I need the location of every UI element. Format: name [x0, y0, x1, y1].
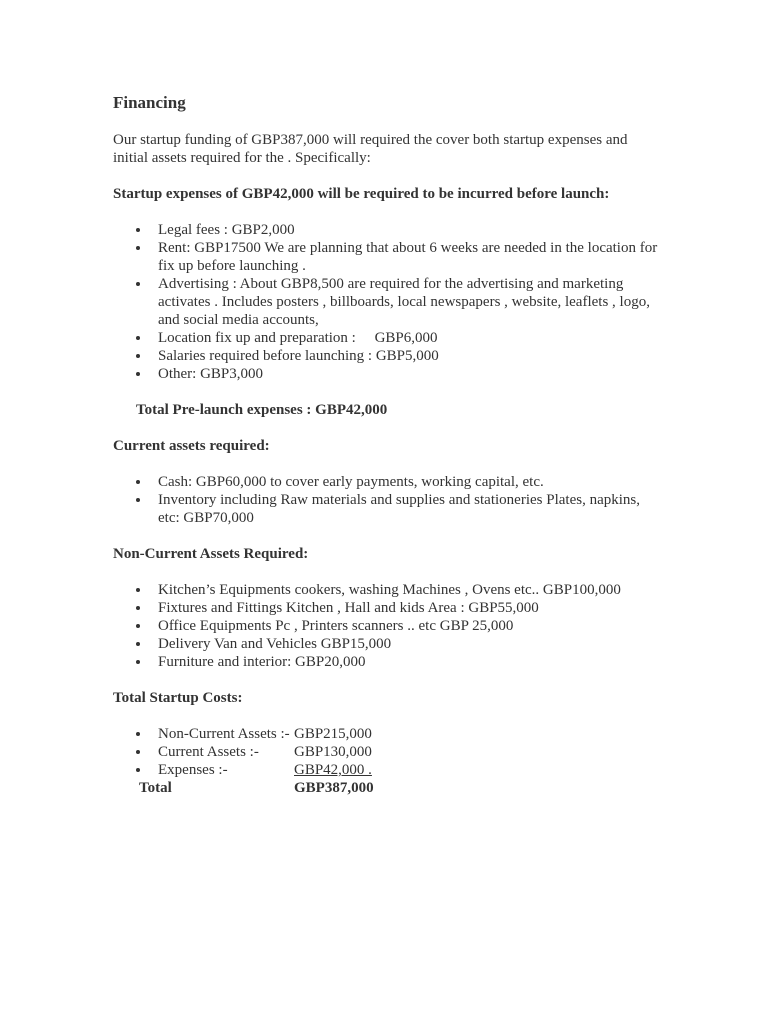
- list-item: Fixtures and Fittings Kitchen , Hall and kids Area : GBP55,000: [158, 599, 658, 617]
- grand-total-value: GBP387,000: [294, 780, 374, 796]
- list-item: Kitchen’s Equipments cookers, washing Machines , Ovens etc.. GBP100,000: [158, 581, 658, 599]
- intro-paragraph: Our startup funding of GBP387,000 will required the cover both startup expenses and initial assets required for the . Specifically:: [113, 132, 628, 166]
- prelaunch-total: Total Pre-launch expenses : GBP42,000: [136, 402, 388, 418]
- grand-total-label: Total: [139, 780, 172, 796]
- cost-summary-row: [158, 725, 658, 743]
- cost-summary-value: GBP130,000: [294, 744, 372, 760]
- list-item: Furniture and interior: GBP20,000: [158, 653, 658, 671]
- total-startup-costs-list: [113, 725, 658, 779]
- list-item: Location fix up and preparation : GBP6,000: [158, 329, 658, 347]
- current-assets-heading: Current assets required:: [113, 438, 270, 454]
- startup-expenses-heading: Startup expenses of GBP42,000 will be required to be incurred before launch:: [113, 186, 610, 202]
- non-current-assets-heading: Non-Current Assets Required:: [113, 546, 309, 562]
- non-current-assets-list: [113, 581, 658, 671]
- cost-summary-row: [158, 761, 658, 779]
- cost-summary-value: GBP42,000 .: [294, 762, 372, 778]
- list-item: Other: GBP3,000: [158, 365, 658, 383]
- list-item: Salaries required before launching : GBP5,000: [158, 347, 658, 365]
- cost-summary-row: [158, 743, 658, 761]
- document-title: Financing: [113, 93, 186, 112]
- list-item: Cash: GBP60,000 to cover early payments, working capital, etc.: [158, 473, 658, 491]
- cost-summary-label: Current Assets :-: [158, 744, 259, 760]
- total-startup-costs-heading: Total Startup Costs:: [113, 690, 243, 706]
- list-item: Legal fees : GBP2,000: [158, 221, 658, 239]
- current-assets-list: [113, 473, 658, 527]
- grand-total-row: [113, 779, 658, 797]
- document-page: [113, 93, 658, 797]
- startup-expenses-list: [113, 221, 658, 383]
- list-item: Rent: GBP17500 We are planning that about 6 weeks are needed in the location for fix up before launching .: [158, 240, 658, 274]
- cost-summary-label: Expenses :-: [158, 762, 228, 778]
- cost-summary-value: GBP215,000: [294, 726, 372, 742]
- list-item: Office Equipments Pc , Printers scanners .. etc GBP 25,000: [158, 617, 658, 635]
- list-item: Inventory including Raw materials and supplies and stationeries Plates, napkins, etc: GBP70,000: [158, 491, 658, 527]
- list-item: Advertising : About GBP8,500 are required for the advertising and marketing activates . Includes posters , billboards, local newspapers , website, leaflets , logo, and social media accounts,: [158, 275, 658, 329]
- list-item: Delivery Van and Vehicles GBP15,000: [158, 635, 658, 653]
- cost-summary-label: Non-Current Assets :-: [158, 726, 290, 742]
